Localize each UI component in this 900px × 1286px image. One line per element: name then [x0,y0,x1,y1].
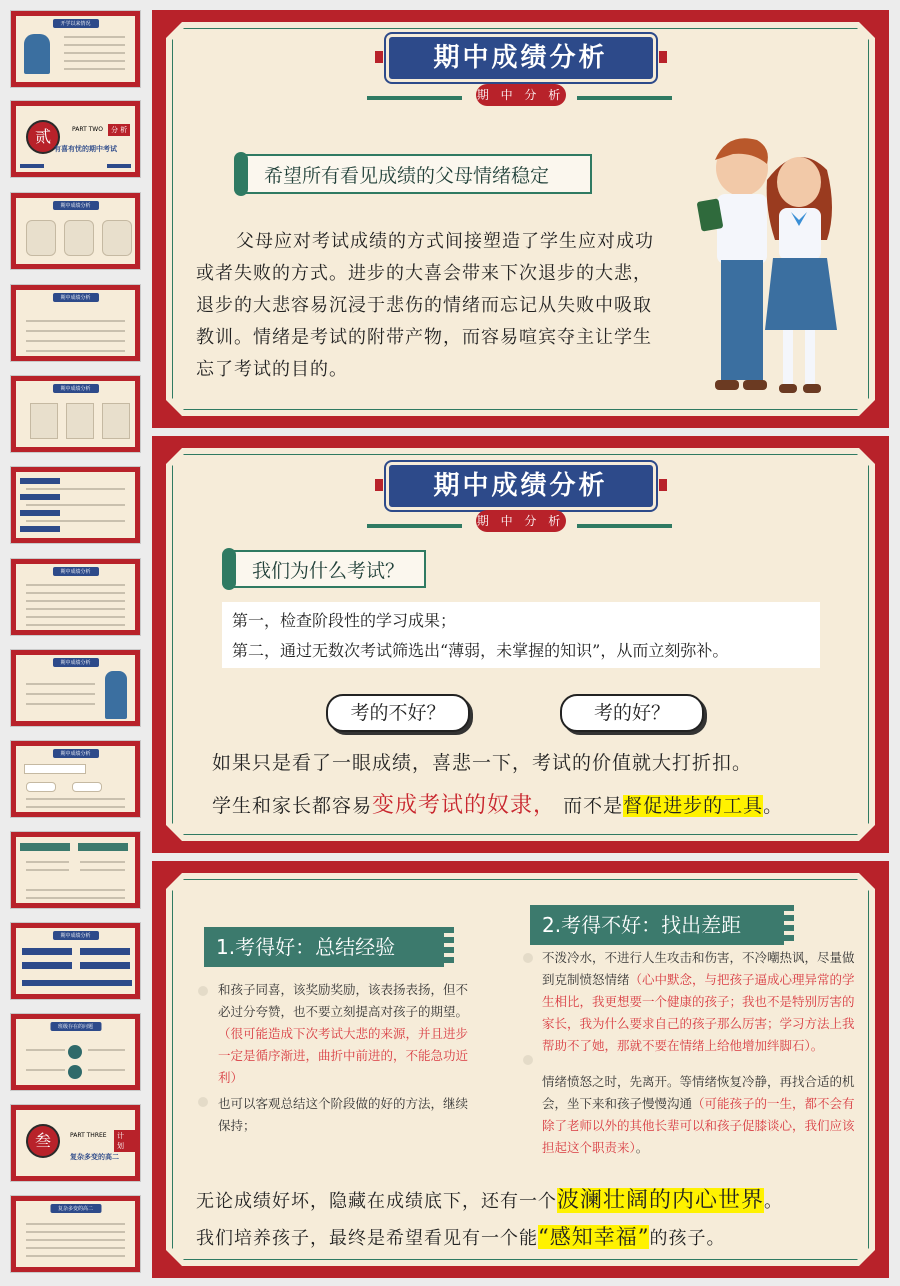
thumbnail-1[interactable] [10,10,141,88]
good-score-note: （很可能造成下次考试大悲的来源，并且进步一定是循序渐进，曲折中前进的，不能急功近利） [218,1026,469,1085]
closing-line-2 [196,1221,725,1251]
part-tag: 分 析 [108,124,130,136]
thumbnail-title: 期中成绩分析 [52,201,98,210]
closing-line-2-end: 的孩子。 [649,1228,726,1249]
thumbnail-10[interactable] [10,831,141,909]
bullet-dot [198,1097,208,1107]
thumbnail-title: 期中成绩分析 [52,931,98,940]
thumbnail-13[interactable] [10,1104,141,1182]
thumbnail-title: 期中成绩分析 [52,749,98,758]
part-number-icon: 贰 [26,120,60,154]
thumbnail-2[interactable] [10,100,141,178]
closing-line-2-part: 我们培养孩子，最终是希望看见有一个能 [196,1228,538,1249]
section-label-text: 希望所有看见成绩的父母情绪稳定 [264,164,550,187]
thumbnail-title: 复杂多变的高二 [50,1204,101,1213]
closing-line-2-highlight: “感知幸福” [538,1225,650,1249]
reasons-box [222,602,820,668]
bad-score-note-end: 。 [810,1038,824,1053]
slide-title: 期中成绩分析 [386,34,656,82]
part-subtitle: 有喜有忧的期中考试 [54,144,117,153]
part-label: PART THREE [70,1132,107,1139]
bullet-dot [523,1055,533,1065]
thumbnail-title: 期中成绩分析 [52,293,98,302]
sentence-2-part: 而不是 [563,795,624,817]
sentence-2 [212,788,783,819]
thumbnail-title: 期中成绩分析 [52,384,98,393]
bad-score-advice-2: 情绪愤怒之时，先离开。等情绪恢复冷静，再找合适的机会，坐下来和孩子慢慢沟通 [542,1074,855,1111]
thumbnail-12[interactable] [10,1013,141,1091]
closing-line-1-part: 无论成绩好坏，隐藏在成绩底下，还有一个 [196,1191,557,1212]
slide-2 [152,436,889,853]
sentence-2-part: 学生和家长都容易 [212,795,373,817]
closing-line-1-end: 。 [764,1191,784,1212]
thumbnail-7[interactable] [10,558,141,636]
thumbnail-title: 期中成绩分析 [52,658,98,667]
slide-title: 期中成绩分析 [386,462,656,510]
reason-1: 第一，检查阶段性的学习成果； [232,611,457,630]
good-score-text-2: 也可以客观总结这个阶段做的好的方法，继续保持； [218,1096,469,1133]
good-score-text-1 [218,979,480,1089]
thumbnail-4[interactable] [10,284,141,362]
closing-line-1-highlight: 波澜壮阔的内心世界 [557,1188,765,1213]
scroll-curl-icon [222,548,236,590]
thumbnail-14[interactable] [10,1195,141,1273]
thumbnail-title: 班级存在的问题 [50,1022,101,1031]
thumbnail-6[interactable] [10,466,141,544]
students-illustration-icon [687,130,852,420]
section-label-text: 我们为什么考试？ [252,559,405,582]
closing-line-1 [196,1183,783,1214]
bad-score-note: （心中默念，与把孩子逼成心理异常的学生相比，我更想要一个健康的孩子；我也不是特别厉害的家长，我为什么要求自己的孩子那么厉害；学习方法上我帮助不了她，那就不要在情绪上给他增加绊脚石） [542,972,855,1053]
reason-2: 第二，通过无数次考试筛选出“薄弱，未掌握的知识”，从而立刻弥补。 [232,641,729,660]
slide-thumbnail-strip [0,0,150,1286]
sentence-2-highlight: 督促进步的工具 [623,795,764,817]
decor-bar [577,96,672,100]
thumbnail-11[interactable] [10,922,141,1000]
part-number-icon: 叁 [26,1124,60,1158]
sentence-1: 如果只是看了一眼成绩，喜悲一下，考试的价值就大打折扣。 [212,752,753,774]
bad-score-note-2: （可能孩子的一生，都不会有除了老师以外的其他长辈可以和孩子促膝谈心，我们应该担起这个职责来） [542,1096,855,1155]
bad-score-note-2-end: 。 [635,1140,649,1155]
section-label [230,550,426,588]
bullet-dot [198,986,208,996]
slide-3 [152,861,889,1278]
decor-bar [577,524,672,528]
section-label [242,154,592,194]
decor-bar [367,96,462,100]
person-illustration-icon [24,34,50,74]
paragraph: 父母应对考试成绩的方式间接塑造了学生应对成功或者失败的方式。进步的大喜会带来下次退步的大悲，退步的大悲容易沉浸于悲伤的情绪而忘记从失败中吸取教训。情绪是考试的附带产物，而容易喧宾夺主让学生忘了考试的目的。 [196,231,654,380]
pill-good-score: 考的好？ [560,694,704,732]
bad-score-heading: 2.考得不好：找出差距 [530,905,784,945]
thumbnail-title: 期中成绩分析 [52,567,98,576]
bad-score-text-1 [542,947,860,1057]
students-illustration-icon [105,671,127,719]
good-score-heading: 1.考得好：总结经验 [204,927,444,967]
part-subtitle: 复杂多变的高二 [70,1152,119,1161]
sentence-2-red: 变成考试的奴隶， [372,793,557,818]
part-tag: 计 划 [114,1130,135,1152]
pill-bad-score: 考的不好？ [326,694,470,732]
bad-score-text-2 [542,1071,860,1159]
thumbnail-title: 开学以来情况 [52,19,98,28]
slide-subtitle-tag: 期 中 分 析 [476,510,566,532]
sentence-2-end: 。 [763,795,784,817]
thumbnail-5[interactable] [10,375,141,453]
part-label: PART TWO [72,126,103,133]
bad-score-advice: 不泼冷水，不进行人生攻击和伤害，不冷嘲热讽，尽量做到克制愤怒情绪 [542,950,855,987]
decor-bar [367,524,462,528]
slide-1 [152,10,889,428]
thumbnail-8[interactable] [10,649,141,727]
thumbnail-9[interactable] [10,740,141,818]
scroll-curl-icon [234,152,248,196]
thumbnail-3[interactable] [10,192,141,270]
good-score-advice: 和孩子同喜，该奖励奖励，该表扬表扬，但不必过分夸赞，也不要立刻提高对孩子的期望。 [218,982,469,1019]
bullet-dot [523,953,533,963]
slide-subtitle-tag: 期 中 分 析 [476,84,566,106]
